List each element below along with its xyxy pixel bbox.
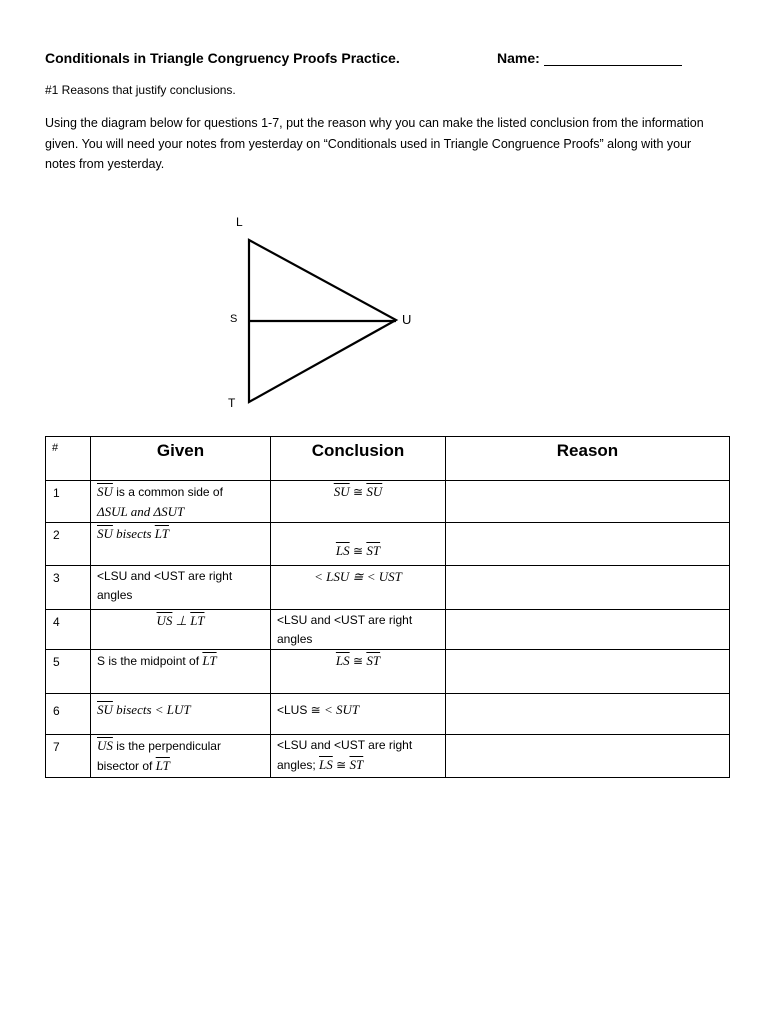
conclusion-cell: $\overline{LS}$ ≅ $\overline{ST}$ (271, 650, 446, 694)
reason-cell[interactable] (446, 566, 730, 610)
conclusion-cell: $\overline{LS}$ ≅ $\overline{ST}$ (271, 523, 446, 566)
section-subtitle: #1 Reasons that justify conclusions. (45, 83, 236, 97)
given-cell: $\overline{SU}$ bisects $\overline{LT}$ (91, 523, 271, 566)
header-given: Given (91, 437, 271, 481)
given-cell: $\overline{SU}$ is a common side of ΔSUL and ΔSUT (91, 481, 271, 523)
table-row (46, 523, 730, 566)
row-number: 5 (46, 650, 91, 694)
vertex-label-u: U (402, 312, 412, 327)
reason-cell[interactable] (446, 523, 730, 566)
reason-cell[interactable] (446, 735, 730, 778)
table-row (46, 610, 730, 650)
conclusion-cell: <LSU and <UST are right angles; $\overline{LS}$ ≅ $\overline{ST}$ (271, 735, 446, 778)
conclusion-cell: < LSU ≅ < UST (271, 566, 446, 610)
reason-cell[interactable] (446, 481, 730, 523)
instructions-paragraph: Using the diagram below for questions 1-7, put the reason why you can make the listed conclusion from the information given. You will need your notes from yesterday on “Conditionals used in Triangle Congruence Proofs” along with your notes from yesterday. (45, 116, 704, 171)
conclusion-cell: <LSU and <UST are right angles (271, 610, 446, 650)
row-number: 4 (46, 610, 91, 650)
given-cell: $\overline{US}$ ⊥ $\overline{LT}$ (91, 610, 271, 650)
row-number: 1 (46, 481, 91, 523)
vertex-label-l: L (236, 215, 243, 229)
conclusion-cell: <LUS ≅ < SUT (271, 694, 446, 735)
header-reason: Reason (446, 437, 730, 481)
table-row (46, 735, 730, 778)
reasons-table (45, 436, 730, 778)
given-cell: $\overline{SU}$ bisects < LUT (91, 694, 271, 735)
row-number: 6 (46, 694, 91, 735)
conclusion-cell: $\overline{SU}$ ≅ $\overline{SU}$ (271, 481, 446, 523)
given-cell: <LSU and <UST are right angles (91, 566, 271, 610)
row-number: 7 (46, 735, 91, 778)
table-row (46, 566, 730, 610)
table-header-row (46, 437, 730, 481)
reason-cell[interactable] (446, 610, 730, 650)
worksheet-title: Conditionals in Triangle Congruency Proofs Practice. (45, 50, 400, 66)
row-number: 3 (46, 566, 91, 610)
table-row (46, 694, 730, 735)
row-number: 2 (46, 523, 91, 566)
header-number: # (46, 437, 91, 481)
table-row (46, 481, 730, 523)
name-label: Name: (497, 50, 540, 66)
vertex-label-s: S (230, 313, 238, 325)
table-row (46, 650, 730, 694)
reason-cell[interactable] (446, 694, 730, 735)
vertex-label-t: T (228, 396, 236, 410)
given-cell: $\overline{US}$ is the perpendicular bisector of $\overline{LT}$ (91, 735, 271, 778)
reason-cell[interactable] (446, 650, 730, 694)
given-cell: S is the midpoint of $\overline{LT}$ (91, 650, 271, 694)
header-conclusion: Conclusion (271, 437, 446, 481)
